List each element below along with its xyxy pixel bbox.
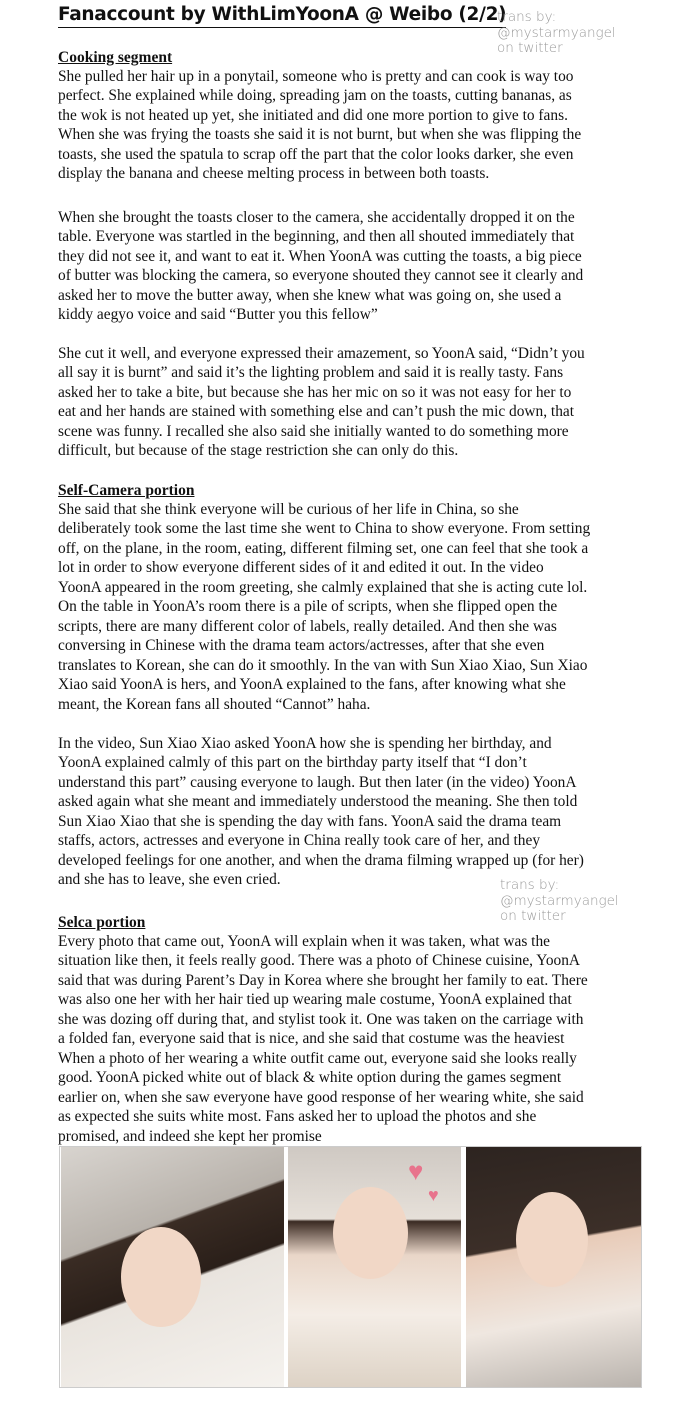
document-title: Fanaccount by WithLimYoonA @ Weibo (2/2) <box>58 3 506 28</box>
text-line: scene was funny. I recalled she also said she initially wanted to do something more <box>58 422 569 440</box>
text-line: of butter was blocking the camera, so everyone shouted they cannot see it clearly and <box>58 267 584 285</box>
text-line: promised, and indeed she kept her promise <box>58 1127 322 1145</box>
text-line: she was dozing off during that, and stylist took it. One was taken on the carriage with <box>58 1010 584 1028</box>
text-line: When a photo of her wearing a white outfit came out, everyone said she looks really <box>58 1049 577 1067</box>
text-line: When she brought the toasts closer to the camera, she accidentally dropped it on the <box>58 209 575 226</box>
text-line: kiddy aegyo voice and said “Butter you this fellow” <box>58 306 378 324</box>
text-line: staffs, actors, actresses and everyone in China really took care of her, and they <box>58 832 541 850</box>
text-line: display the banana and cheese melting process in between both toasts. <box>58 165 490 183</box>
text-line: asked her to move the butter away, when she knew what was going on, she used a <box>58 286 562 304</box>
text-line: In the video, Sun Xiao Xiao asked YoonA how she is spending her birthday, and <box>58 735 552 752</box>
photo-collage <box>59 1146 642 1388</box>
section-heading: Self-Camera portion <box>58 482 195 499</box>
watermark-line: on twitter <box>497 40 563 56</box>
watermark-line: trans by: <box>500 877 560 893</box>
paragraph <box>58 932 588 1146</box>
text-line: YoonA appeared in the room greeting, she calmly explained that she is acting cute lol. <box>58 578 588 596</box>
text-line: scripts, there are many different color of labels, really detailed. And then she was <box>58 617 557 635</box>
text-line: as expected she suits white most. Fans asked her to upload the photos and she <box>58 1108 537 1126</box>
text-line: and she has to leave, she even cried. <box>58 871 281 889</box>
text-line: situation like then, it feels really good. There was a photo of Chinese cuisine, YoonA <box>58 952 581 970</box>
text-line: On the table in YoonA’s room there is a pile of scripts, when she flipped open the <box>58 598 558 616</box>
watermark-line: @mystarmyangel <box>497 24 616 41</box>
heart-sticker-icon: ♥ <box>408 1157 424 1186</box>
selca-photo-3 <box>466 1147 641 1387</box>
text-line: meant, the Korean fans all shouted “Cannot” haha. <box>58 695 371 713</box>
text-line: perfect. She explained while doing, spreading jam on the toasts, cutting bananas, as <box>58 87 572 105</box>
text-line: Every photo that came out, YoonA will explain when it was taken, what was the <box>58 933 550 950</box>
text-line: all say it is burnt” and said it’s the lighting problem and said it is really tasty. Fans <box>58 364 564 382</box>
selca-photo-2 <box>288 1147 461 1387</box>
watermark-top <box>497 10 616 57</box>
text-line: the wok is not heated up yet, she initiated and did one more portion to give to fans. <box>58 106 568 124</box>
watermark-line: trans by: <box>497 9 557 25</box>
text-line: translates to Korean, she can do it smoothly. In the van with Sun Xiao Xiao, Sun Xiao <box>58 656 588 674</box>
text-line: a folded fan, everyone said that is nice, and she said that costume was the heaviest <box>58 1030 565 1048</box>
text-line: difficult, but because of the stage restriction she can only do this. <box>58 442 459 460</box>
section-heading: Cooking segment <box>58 49 173 66</box>
heart-sticker-icon: ♥ <box>428 1185 439 1205</box>
text-line: developed feelings for one another, and when the drama filming wrapped up (for her) <box>58 851 584 869</box>
text-line: deliberately took some the last time she went to China to show everyone. From setting <box>58 520 591 538</box>
text-line: off, on the plane, in the room, eating, different filming set, one can feel that she took a <box>58 539 589 557</box>
paragraph <box>58 344 585 461</box>
text-line: lot in order to show everyone different sides of it and edited it out. In the video <box>58 559 544 577</box>
text-line: good. YoonA picked white out of black & white option during the games segment <box>58 1069 562 1087</box>
text-line: YoonA explained calmly of this part on the birthday party itself that “I don’t <box>58 754 527 772</box>
text-line: She said that she think everyone will be curious of her life in China, so she <box>58 501 519 518</box>
text-line: conversing in Chinese with the drama team actors/actresses, after that she even <box>58 637 545 655</box>
text-line: table. Everyone was startled in the beginning, and then all shouted immediately that <box>58 228 575 246</box>
text-line: said that was during Parent’s Day in Korea where she brought her family to eat. There <box>58 971 588 989</box>
section-heading: Selca portion <box>58 914 146 931</box>
text-line: asked again what she meant and immediately understood the meaning. She then told <box>58 793 578 811</box>
watermark-line: @mystarmyangel <box>500 892 619 909</box>
paragraph <box>58 67 581 184</box>
text-line: When she was frying the toasts she said it is not burnt, but when she was flipping the <box>58 126 582 144</box>
text-line: eat and her hands are stained with something else and can’t push the mic down, that <box>58 403 575 421</box>
text-line: they did not see it, and want to eat it. When YoonA was cutting the toasts, a big piece <box>58 247 582 265</box>
selca-photo-1 <box>61 1147 284 1387</box>
text-line: She cut it well, and everyone expressed their amazement, so YoonA said, “Didn’t you <box>58 345 585 362</box>
text-line: Sun Xiao Xiao that she is spending the day with fans. YoonA said the drama team <box>58 812 562 830</box>
text-line: was also one her with her hair tied up wearing male costume, YoonA explained that <box>58 991 572 1009</box>
paragraph <box>58 500 590 714</box>
paragraph <box>58 734 584 890</box>
text-line: asked her to take a bite, but because she has her mic on so it was not easy for her to <box>58 383 572 401</box>
text-line: toasts, she used the spatula to scrap off the part that the color looks darker, she even <box>58 145 574 163</box>
paragraph <box>58 208 583 325</box>
text-line: understand this part” causing everyone to laugh. But then later (in the video) YoonA <box>58 773 577 791</box>
text-line: earlier on, when she saw everyone have good response of her wearing white, she said <box>58 1088 584 1106</box>
text-line: She pulled her hair up in a ponytail, someone who is pretty and can cook is way too <box>58 68 574 85</box>
text-line: Xiao said YoonA is hers, and YoonA explained to the fans, after knowing what she <box>58 676 566 694</box>
watermark-line: on twitter <box>500 908 566 924</box>
